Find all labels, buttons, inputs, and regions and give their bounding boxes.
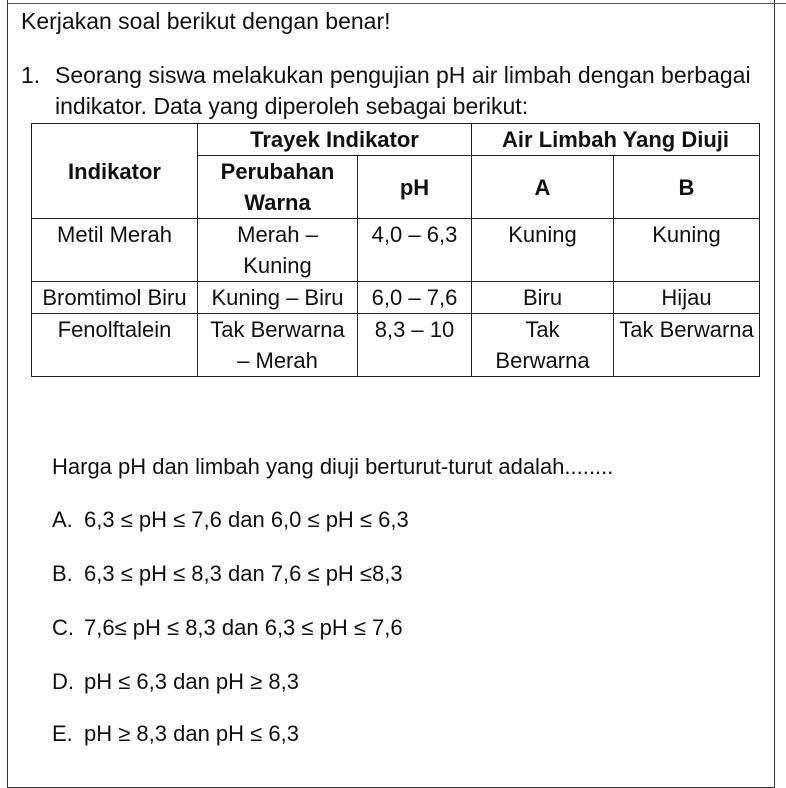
question-number: 1. [21, 62, 41, 88]
option-text: pH ≥ 8,3 dan pH ≤ 6,3 [84, 721, 299, 746]
option-label: E. [52, 721, 73, 746]
cell-ph: 8,3 – 10 [358, 314, 472, 377]
header-air-limbah: Air Limbah Yang Diuji [472, 124, 760, 156]
cell-indikator: Metil Merah [32, 219, 198, 282]
cell-indikator: Bromtimol Biru [32, 282, 198, 314]
option-b[interactable] [52, 559, 403, 589]
cell-b: Kuning [614, 219, 760, 282]
option-text: pH ≤ 6,3 dan pH ≥ 8,3 [84, 669, 299, 694]
cell-b: Tak Berwarna [614, 314, 760, 377]
table-row [32, 314, 760, 377]
table-header-row-1 [32, 124, 760, 156]
option-text: 7,6≤ pH ≤ 8,3 dan 6,3 ≤ pH ≤ 7,6 [84, 615, 403, 640]
cell-indikator: Fenolftalein [32, 314, 198, 377]
instruction-text: Kerjakan soal berikut dengan benar! [21, 8, 391, 34]
header-indikator: Indikator [32, 124, 198, 219]
option-d[interactable] [52, 667, 299, 697]
table-row [32, 219, 760, 282]
cell-b: Hijau [614, 282, 760, 314]
header-perubahan: Perubahan Warna [198, 156, 358, 219]
indicator-table [31, 123, 760, 377]
question-prompt: Harga pH dan limbah yang diuji berturut-turut adalah........ [52, 454, 614, 479]
table-row [32, 282, 760, 314]
option-text: 6,3 ≤ pH ≤ 7,6 dan 6,0 ≤ pH ≤ 6,3 [84, 507, 409, 532]
option-label: D. [52, 669, 74, 694]
question-text: Seorang siswa melakukan pengujian pH air limbah dengan berbagai indikator. Data yang diperoleh sebagai berikut: [55, 62, 751, 119]
header-b: B [614, 156, 760, 219]
cell-a: Tak Berwarna [472, 314, 614, 377]
cell-a: Kuning [472, 219, 614, 282]
header-trayek: Trayek Indikator [198, 124, 472, 156]
option-c[interactable] [52, 613, 403, 643]
header-a: A [472, 156, 614, 219]
option-label: A. [52, 507, 73, 532]
header-ph: pH [358, 156, 472, 219]
option-e[interactable] [52, 719, 299, 749]
option-label: C. [52, 615, 74, 640]
cell-ph: 4,0 – 6,3 [358, 219, 472, 282]
option-a[interactable] [52, 505, 409, 535]
top-rule [7, 3, 786, 4]
cell-ph: 6,0 – 7,6 [358, 282, 472, 314]
cell-perubahan: Tak Berwarna – Merah [198, 314, 358, 377]
cell-perubahan: Kuning – Biru [198, 282, 358, 314]
cell-perubahan: Merah – Kuning [198, 219, 358, 282]
cell-a: Biru [472, 282, 614, 314]
option-text: 6,3 ≤ pH ≤ 8,3 dan 7,6 ≤ pH ≤8,3 [84, 561, 403, 586]
option-label: B. [52, 561, 73, 586]
